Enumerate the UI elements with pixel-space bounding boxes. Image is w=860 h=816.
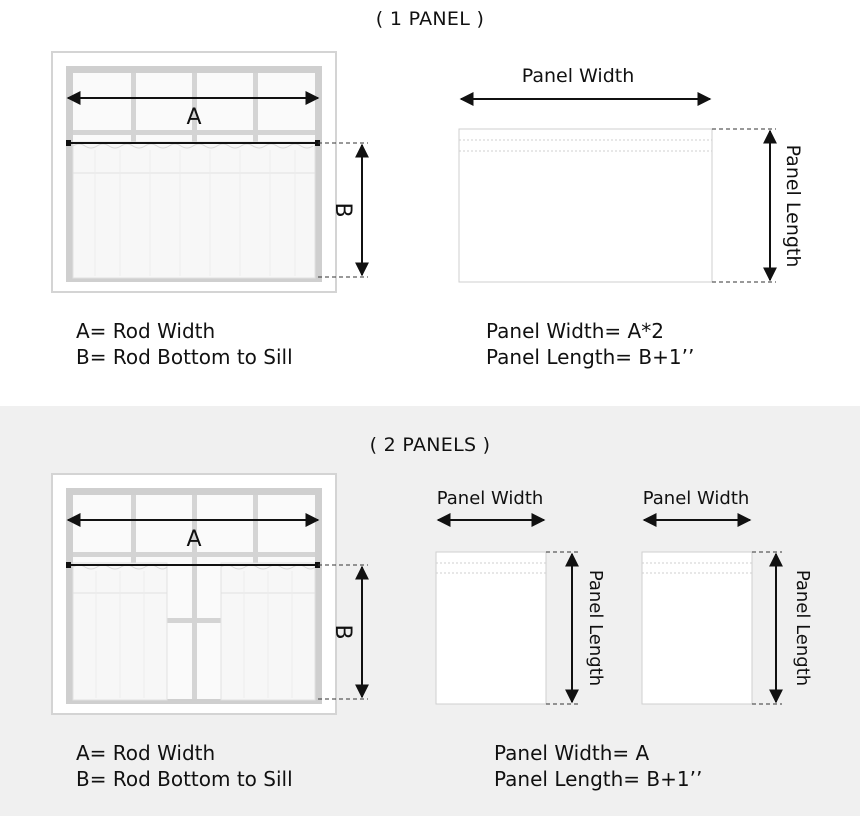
panel-width-label-1: Panel Width <box>436 488 544 509</box>
right-cafe-curtain <box>221 563 315 700</box>
cafe-curtain <box>73 142 315 278</box>
label-b-2: B <box>330 624 355 640</box>
panel-length-label: Panel Length <box>782 144 804 268</box>
two-panels-caption-right <box>494 740 702 792</box>
window-illustration <box>52 52 336 292</box>
left-cafe-curtain <box>73 563 167 700</box>
caption-rod-to-sill: B= Rod Bottom to Sill <box>76 345 293 369</box>
panel-width-label: Panel Width <box>521 65 635 87</box>
one-panel-section <box>0 0 860 406</box>
caption-panel-width: Panel Width= A*2 <box>486 319 664 343</box>
two-panels-heading: ( 2 PANELS ) <box>369 434 491 456</box>
caption-panel-length: Panel Length= B+1’’ <box>486 345 695 369</box>
label-b: B <box>330 202 355 218</box>
one-panel-caption-left <box>76 318 293 370</box>
caption-rod-width-2: A= Rod Width <box>76 741 216 765</box>
caption-rod-to-sill-2: B= Rod Bottom to Sill <box>76 767 293 791</box>
one-panel-heading: ( 1 PANEL ) <box>375 8 485 30</box>
window-illustration-2 <box>52 474 336 714</box>
one-panel-caption-right <box>486 318 694 370</box>
single-panel-illustration <box>459 65 804 282</box>
panel-width-label-2: Panel Width <box>642 488 750 509</box>
caption-panel-length-2: Panel Length= B+1’’ <box>494 767 703 791</box>
two-panels-section <box>0 406 860 816</box>
panel-length-label-2: Panel Length <box>792 569 813 687</box>
panel-illustration-1 <box>436 488 606 704</box>
panel-illustration-2 <box>642 488 813 704</box>
caption-rod-width: A= Rod Width <box>76 319 216 343</box>
label-a-2: A <box>186 527 202 552</box>
panel-length-label-1: Panel Length <box>585 569 606 687</box>
caption-panel-width-2: Panel Width= A <box>494 741 650 765</box>
two-panels-caption-left <box>76 740 293 792</box>
label-a: A <box>186 105 202 130</box>
